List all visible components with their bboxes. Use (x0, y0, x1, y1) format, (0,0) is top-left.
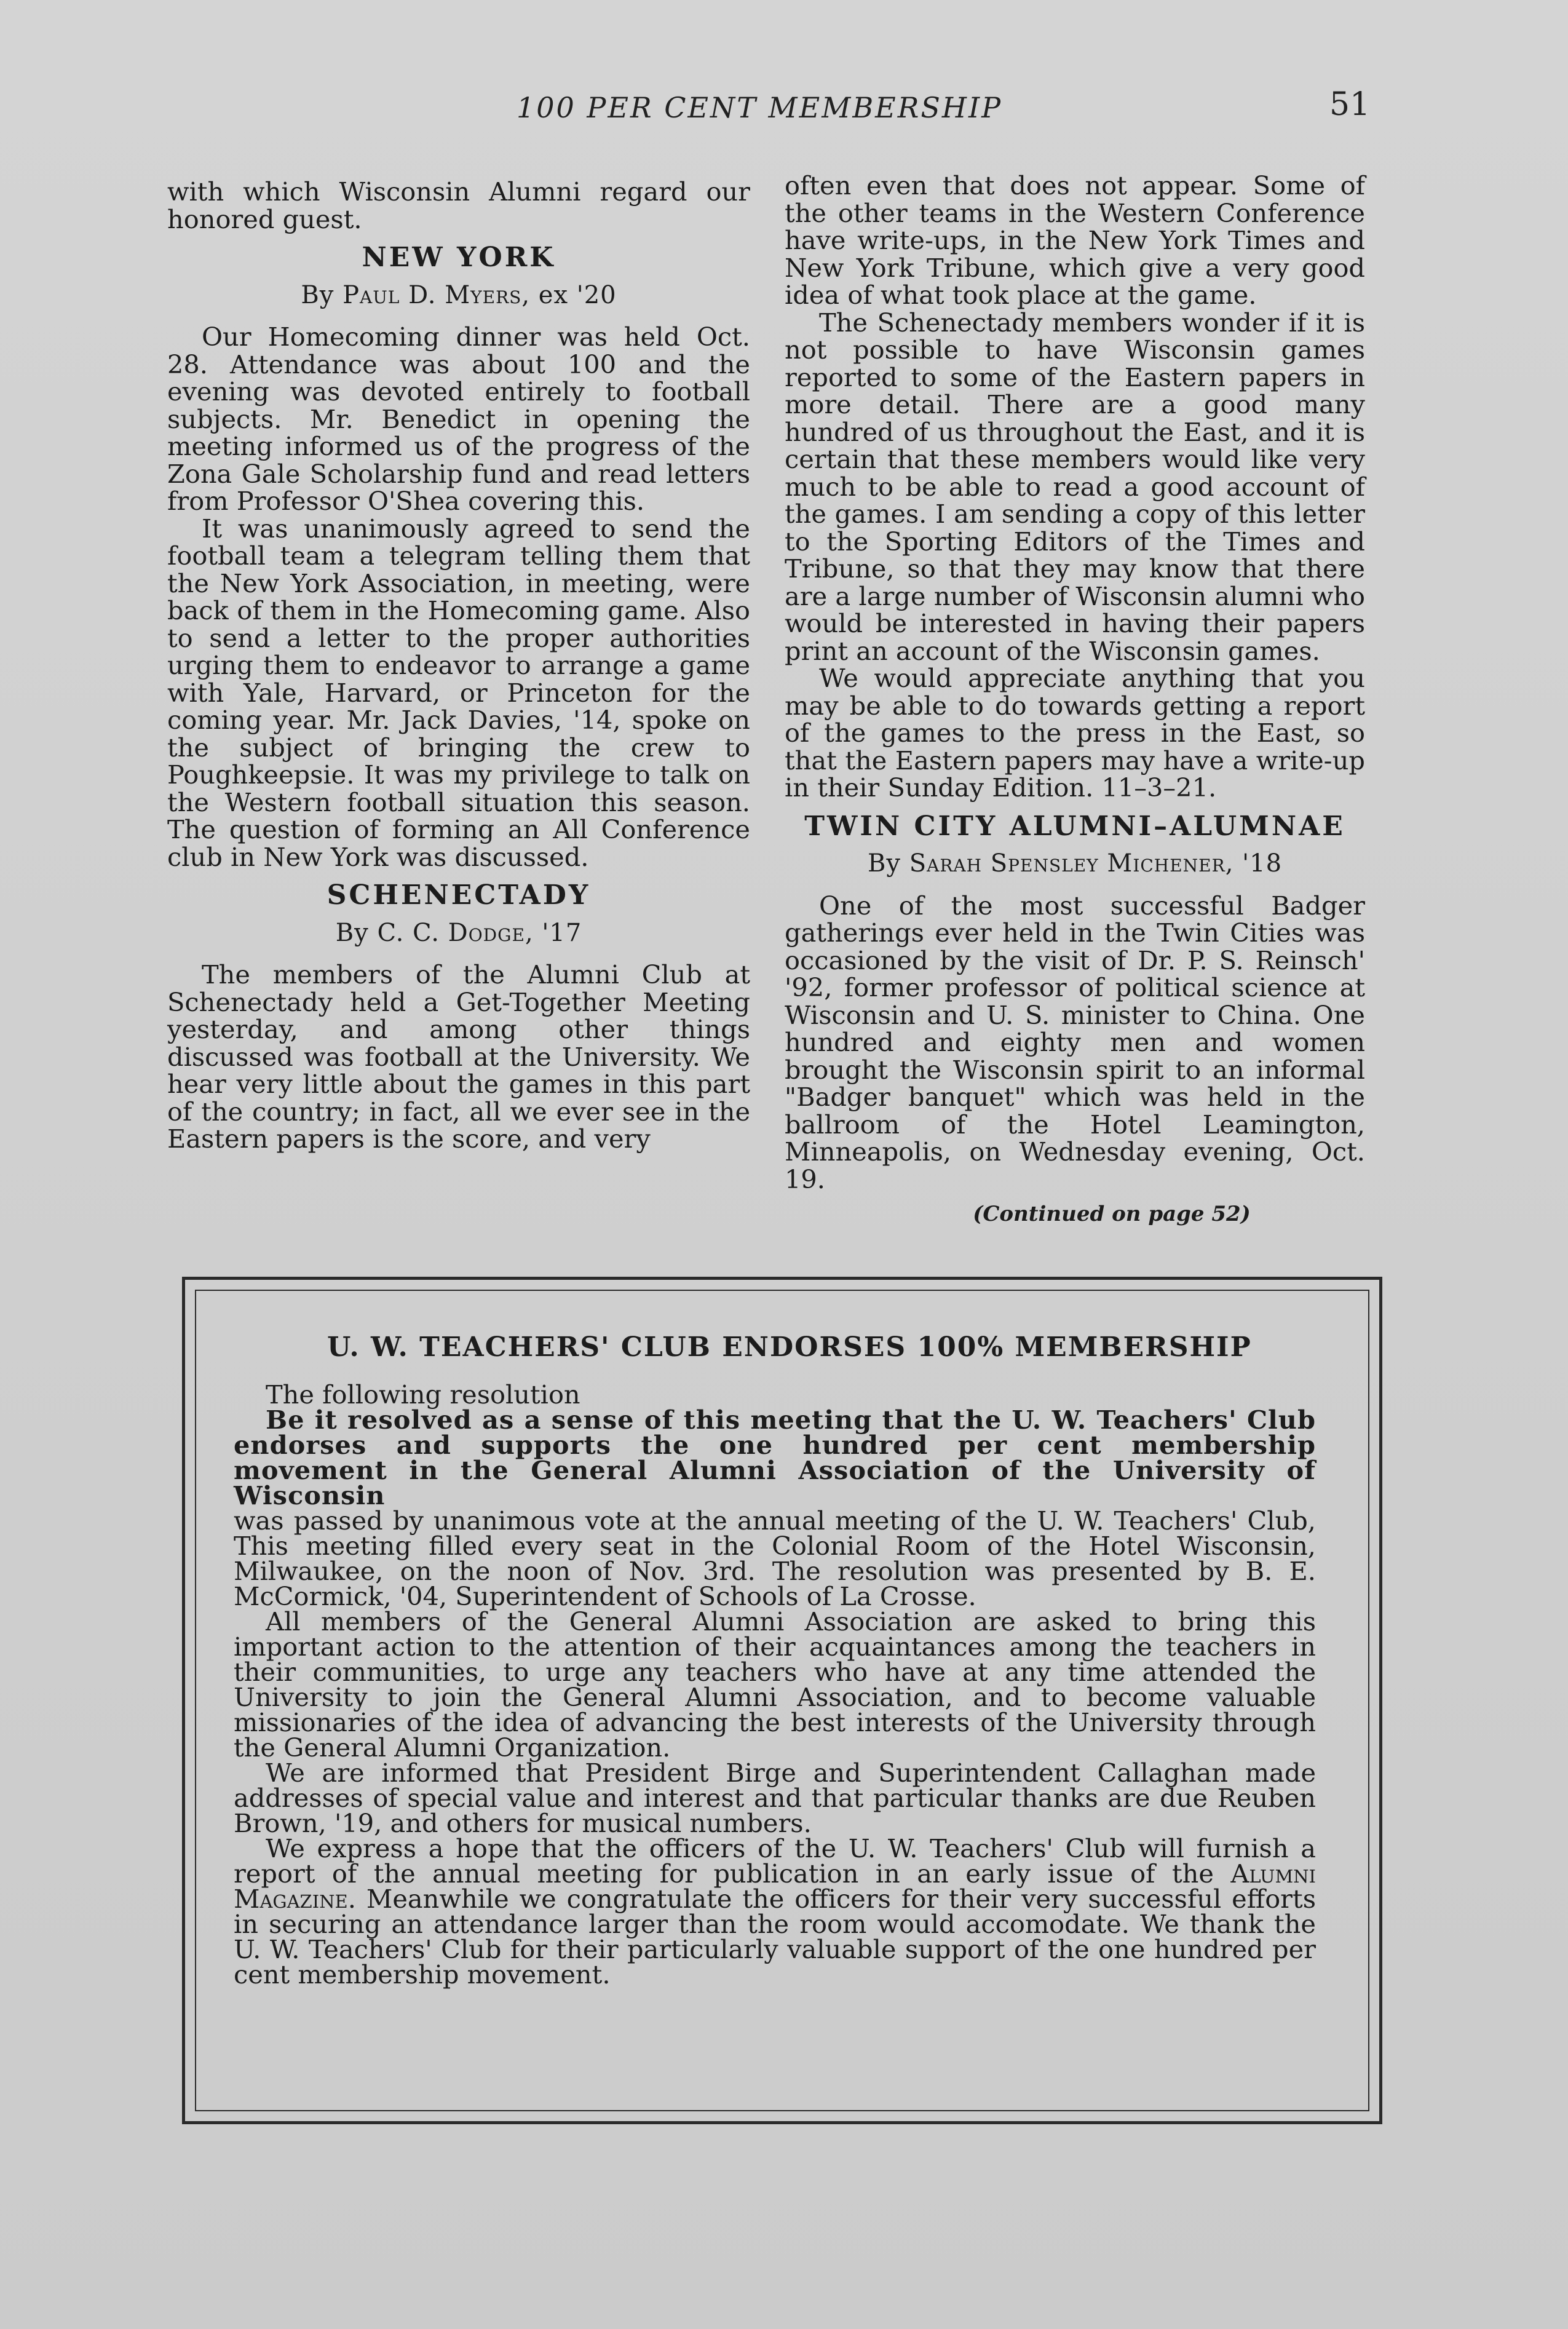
hope-paragraph (234, 1833, 1316, 1990)
new-york-paragraph: It was unanimously agreed to send the football team a telegram telling them that the New York Association, in meeting, were back of them in the Homecoming game. Also to send a letter to the proper authorities urging them to endeavor to arrange a game with Yale, Harvard, or Princeton for the coming year. Mr. Jack Davies, '14, spoke on the subject of bringing the crew to Poughkeepsie. It was my privilege to talk on the Western football situation this season. The question of forming an All Conference club in New York was discussed. (167, 513, 750, 872)
byline-suffix: , ex '20 (521, 280, 617, 309)
schenectady-continued-paragraph: The Schenectady members wonder if it is not possible to have Wisconsin games reported to some of the Eastern papers in more detail. There are a good many hundred of us throughout the East, and it is certain that these members would like very much to be able to read a good account of the games. I am sending a copy of this letter to the Sporting Editors of the Times and Tribune, so that they may know that there are a large number of Wisconsin alumni who would be interested in having their papers print an account of the Wisconsin games. (785, 307, 1365, 666)
resolution-followup: was passed by unanimous vote at the annual meeting of the U. W. Teachers' Club, This meeting filled every seat in the Colonial Room of the Hotel Wisconsin, Milwaukee, on the noon of Nov. 3rd. The resolution was presented by B. E. McCormick, '04, Superintendent of Schools of La Crosse. (234, 1506, 1316, 1611)
hope-text-start: We express a hope that the officers of the U. W. Teachers' Club will furnish a report of the annual meeting for publication in an early issue of the (234, 1833, 1316, 1889)
new-york-heading: NEW YORK (362, 242, 556, 273)
twin-city-heading: TWIN CITY ALUMNI–ALUMNAE (804, 810, 1345, 842)
new-york-paragraph: Our Homecoming dinner was held Oct. 28. Attendance was about 100 and the evening was devoted entirely to football subjects. Mr. Benedict in opening the meeting informed us of the progress of the Zona Gale Scholarship fund and read letters from Professor O'Shea covering this. (167, 322, 750, 516)
members-paragraph: All members of the General Alumni Association are asked to bring this important action to the attention of their acquaintances among the teachers in their communities, to urge any teachers who have at any time attended the University to join the General Alumni Association, and to become valuable missionaries of the idea of advancing the best interests of the University through the General Alumni Organization. (234, 1606, 1316, 1763)
byline-prefix: By (301, 280, 335, 309)
right-column (785, 172, 1365, 1228)
byline-prefix: By (335, 918, 369, 947)
magazine-name: Alumni Magazine (234, 1859, 1316, 1914)
schenectady-continued-paragraph: We would appreciate anything that you may be able to do towards getting a report of the games to the press in the East, so that the Eastern papers may have a write-up in their Sunday Edition. 11–3–21. (785, 663, 1365, 803)
running-title: 100 PER CENT MEMBERSHIP (517, 91, 1003, 124)
continued-note: (Continued on page 52) (973, 1202, 1251, 1226)
byline-author: Sarah Spensley Michener (909, 849, 1225, 878)
informed-paragraph: We are informed that President Birge and Superintendent Callaghan made addresses of special value and interest and that particular thanks are due Reuben Brown, '19, and others for musical numbers. (234, 1758, 1316, 1838)
schenectady-heading: SCHENECTADY (327, 879, 591, 911)
twin-city-byline (785, 850, 1365, 878)
schenectady-byline (167, 919, 750, 947)
byline-suffix: , '17 (525, 918, 582, 947)
byline-author: C. C. Dodge (377, 918, 525, 947)
page-number: 51 (1329, 86, 1371, 123)
announcement-box (234, 1331, 1316, 1990)
byline-suffix: , '18 (1225, 849, 1283, 878)
left-column (167, 178, 750, 1153)
intro-text: with which Wisconsin Alumni regard our honored guest. (167, 177, 750, 234)
byline-author: Paul D. Myers (343, 280, 522, 309)
byline-prefix: By (867, 849, 901, 878)
hope-text-end: . Meanwhile we congratulate the officers for their very successful efforts in securing an attendance larger than the room would accomodate. We thank the U. W. Teachers' Club for their particularly valuable support of the one hundred per cent membership movement. (234, 1884, 1316, 1990)
resolution-lead: The following resolution (266, 1379, 580, 1410)
announcement-title: U. W. TEACHERS' CLUB ENDORSES 100% MEMBERSHIP (327, 1331, 1252, 1363)
schenectady-continued-paragraph: often even that does not appear. Some of the other teams in the Western Conference have write-ups, in the New York Times and New York Tribune, which give a very good idea of what took place at the game. (785, 170, 1365, 310)
twin-city-paragraph: One of the most successful Badger gatherings ever held in the Twin Cities was occasioned by the visit of Dr. P. S. Reinsch' '92, former professor of political science at Wisconsin and U. S. minister to China. One hundred and eighty men and women brought the Wisconsin spirit to an informal "Badger banquet" which was held in the ballroom of the Hotel Leamington, Minneapolis, on Wednesday evening, Oct. 19. (785, 890, 1365, 1194)
resolution-text: Be it resolved as a sense of this meeting that the U. W. Teachers' Club endorses and supports the one hundred per cent membership movement in the General Alumni Association of the University of Wisconsin (234, 1405, 1316, 1510)
schenectady-paragraph: The members of the Alumni Club at Schenectady held a Get-Together Meeting yesterday, and among other things discussed was football at the University. We hear very little about the games in this part of the country; in fact, all we ever see in the Eastern papers is the score, and very (167, 959, 750, 1154)
new-york-byline (167, 282, 750, 309)
